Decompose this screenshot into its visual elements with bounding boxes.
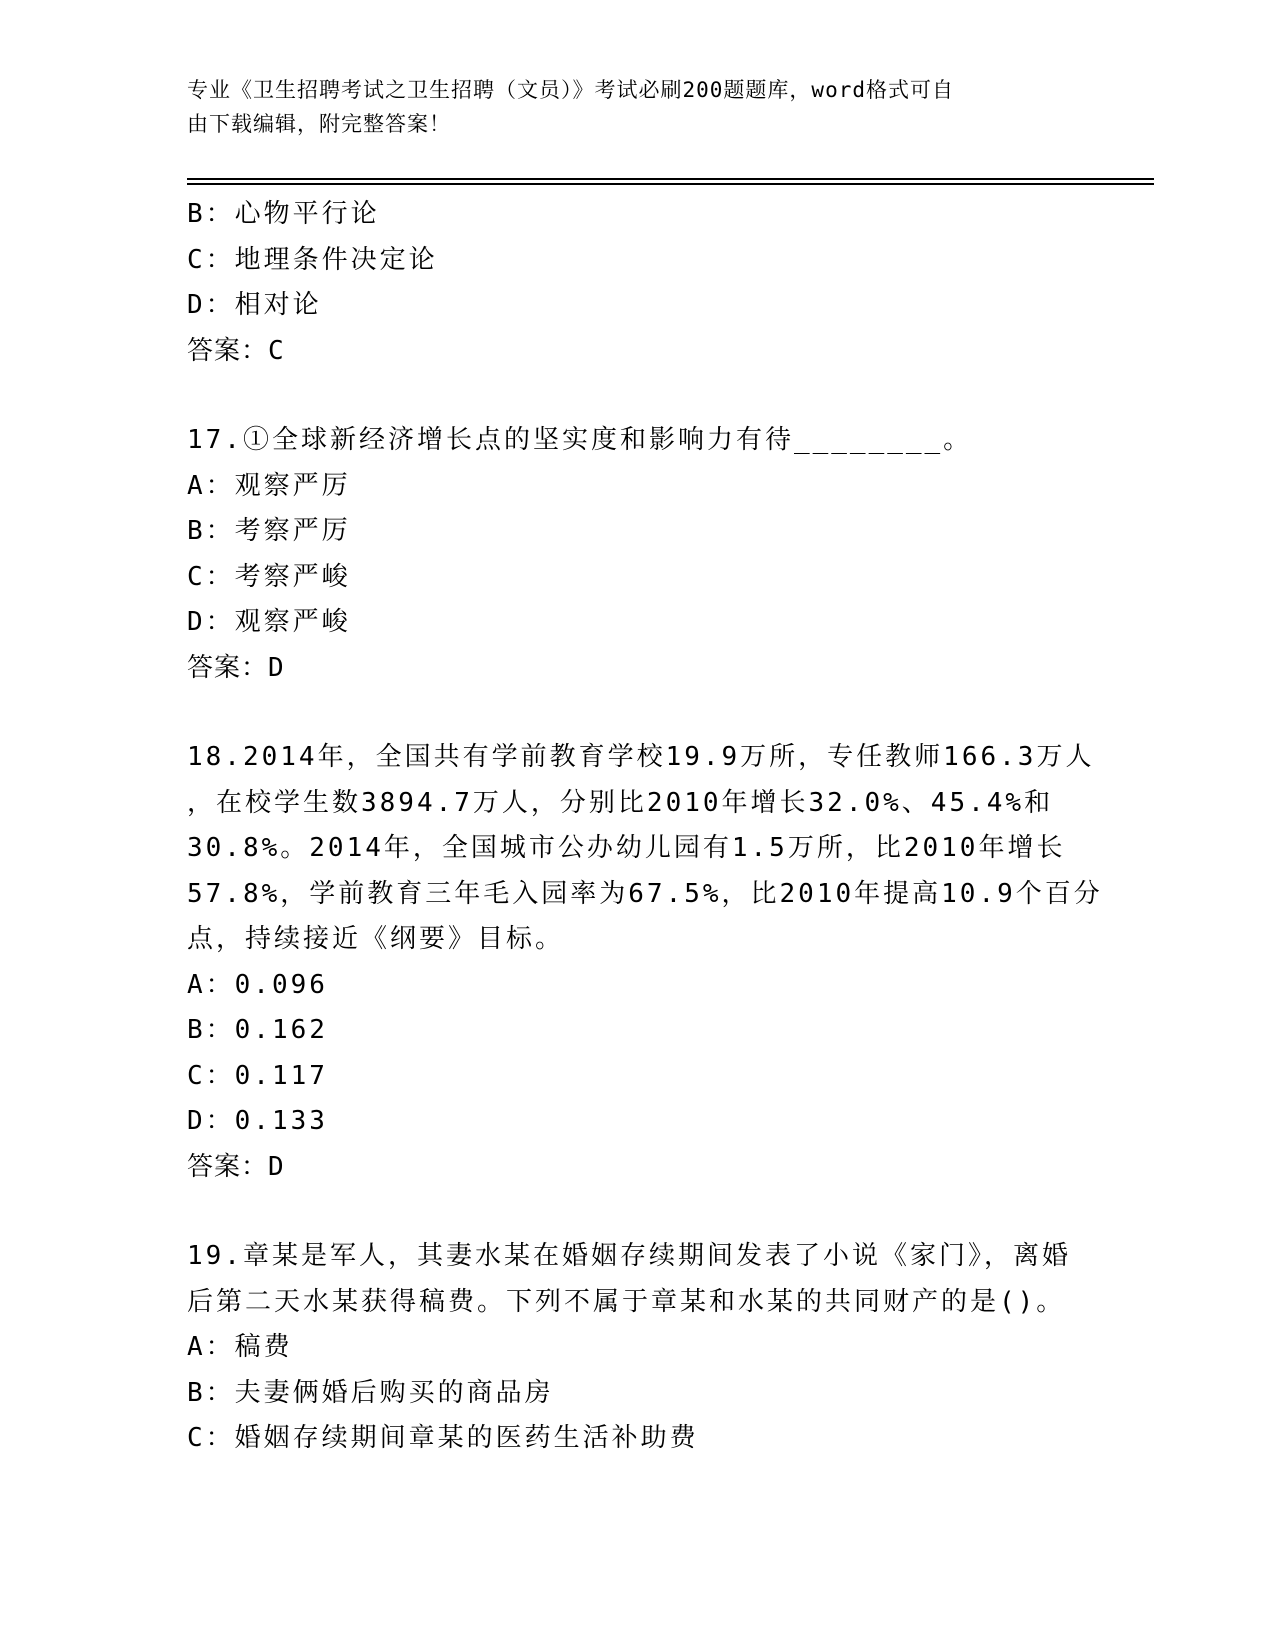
- answer-label: 答案：: [187, 1151, 269, 1182]
- question-text: 17.①全球新经济增长点的坚实度和影响力有待________。: [187, 425, 973, 455]
- answer-value: D: [268, 652, 285, 683]
- header-divider: [187, 178, 1154, 180]
- question-17: [187, 418, 1087, 691]
- question-text: ，在校学生数3894.7万人，分别比2010年增长32.0%、45.4%和: [187, 787, 1054, 818]
- answer-label: 答案：: [187, 652, 269, 683]
- question-list: [187, 192, 1103, 1462]
- option-b: B：考察严厉: [187, 516, 351, 546]
- question-text: 后第二天水某获得稿费。下列不属于章某和水某的共同财产的是()。: [187, 1286, 1066, 1317]
- answer-line: [187, 329, 1087, 375]
- option-d: D：0.133: [187, 1106, 328, 1136]
- document-header: [187, 73, 1067, 141]
- answer-line: [187, 1145, 1087, 1191]
- question-text: 点，持续接近《纲要》目标。: [187, 924, 565, 954]
- answer-value: C: [268, 335, 285, 366]
- header-line: 专业《卫生招聘考试之卫生招聘（文员）》考试必刷200题题库，word格式可自: [187, 78, 954, 102]
- header-divider: [187, 183, 1154, 185]
- option-c: C：地理条件决定论: [187, 244, 438, 275]
- option-a: A：观察严厉: [187, 470, 351, 501]
- header-line: 由下载编辑，附完整答案！: [187, 112, 451, 136]
- question-text: 57.8%，学前教育三年毛入园率为67.5%，比2010年提高10.9个百分: [187, 878, 1103, 909]
- option-a: A：稿费: [187, 1332, 293, 1362]
- answer-value: D: [268, 1151, 285, 1182]
- option-b: B：夫妻俩婚后购买的商品房: [187, 1377, 554, 1408]
- option-b: B：心物平行论: [187, 199, 380, 229]
- option-c: C：婚姻存续期间章某的医药生活补助费: [187, 1423, 699, 1453]
- option-c: C：考察严峻: [187, 561, 351, 592]
- option-c: C：0.117: [187, 1060, 328, 1091]
- option-d: D：相对论: [187, 290, 322, 320]
- question-19: [187, 1234, 1087, 1462]
- question-text: 18.2014年，全国共有学前教育学校19.9万所，专任教师166.3万人: [187, 742, 1095, 772]
- answer-line: [187, 646, 1087, 692]
- option-b: B：0.162: [187, 1015, 328, 1045]
- question-text: 30.8%。2014年，全国城市公办幼儿园有1.5万所，比2010年增长: [187, 833, 1066, 863]
- option-a: A：0.096: [187, 969, 328, 1000]
- answer-label: 答案：: [187, 335, 269, 366]
- question-16: [187, 192, 1087, 374]
- question-18: [187, 735, 1103, 1190]
- option-d: D：观察严峻: [187, 607, 351, 637]
- question-text: 19.章某是军人，其妻水某在婚姻存续期间发表了小说《家门》，离婚: [187, 1241, 1071, 1271]
